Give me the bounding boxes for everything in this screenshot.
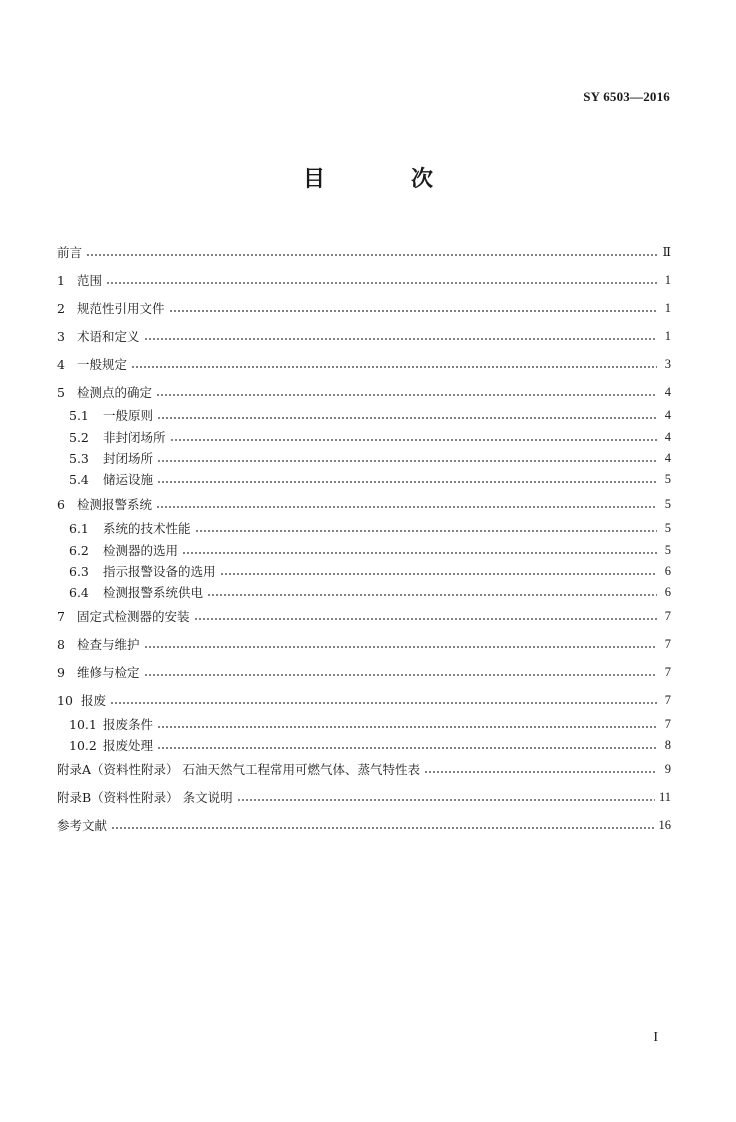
toc-entry-page: 9 bbox=[664, 761, 671, 776]
toc-entry-page: 4 bbox=[664, 407, 671, 422]
toc-entry-number: 3 bbox=[57, 328, 65, 344]
toc-entry-page: 7 bbox=[664, 716, 671, 731]
toc-entry[interactable] bbox=[57, 298, 671, 318]
toc-entry-page: 7 bbox=[664, 692, 671, 707]
toc-entry-page: 6 bbox=[664, 563, 671, 578]
toc-entry-number: 6 bbox=[57, 496, 65, 512]
toc-entry[interactable] bbox=[57, 787, 671, 807]
toc-entry-label: 报废条件 bbox=[103, 717, 154, 732]
toc-entry-number: 10.1 bbox=[69, 716, 97, 732]
toc-entry[interactable] bbox=[57, 759, 671, 779]
dot-leader bbox=[144, 667, 657, 677]
dot-leader bbox=[157, 719, 657, 729]
toc-entry[interactable] bbox=[57, 326, 671, 346]
dot-leader bbox=[170, 432, 657, 442]
toc-entry-page: 4 bbox=[664, 384, 671, 399]
toc-entry-label: 前言 bbox=[57, 245, 83, 260]
toc-entry-number: 6.3 bbox=[69, 563, 89, 579]
toc-entry-label: 检测报警系统 bbox=[77, 497, 153, 512]
toc-entry-label: 系统的技术性能 bbox=[103, 521, 191, 536]
toc-entry-page: 8 bbox=[664, 737, 671, 752]
toc-entry-number: 5.4 bbox=[69, 471, 89, 487]
toc-entry-label: 规范性引用文件 bbox=[77, 301, 165, 316]
toc-entry-page: 5 bbox=[664, 496, 671, 511]
toc-entry-page: 5 bbox=[664, 520, 671, 535]
toc-entry[interactable] bbox=[69, 405, 671, 425]
toc-entry-label: 报废处理 bbox=[103, 738, 154, 753]
dot-leader bbox=[424, 764, 657, 774]
toc-entry-label: 固定式检测器的安装 bbox=[77, 609, 190, 624]
toc-entry-label: 一般原则 bbox=[103, 408, 154, 423]
toc-entry-number: 9 bbox=[57, 664, 65, 680]
toc-entry[interactable] bbox=[69, 448, 671, 468]
toc-title: 目 次 bbox=[302, 166, 465, 192]
toc-entry-label: 储运设施 bbox=[103, 472, 154, 487]
toc-entry[interactable] bbox=[69, 540, 671, 560]
toc-entry[interactable] bbox=[57, 662, 671, 682]
toc-entry-label: 指示报警设备的选用 bbox=[103, 564, 216, 579]
toc-entry[interactable] bbox=[57, 242, 671, 262]
toc-entry-number: 7 bbox=[57, 608, 65, 624]
toc-entry[interactable] bbox=[57, 634, 671, 654]
toc-entry[interactable] bbox=[57, 354, 671, 374]
toc-entry-label: 报废 bbox=[81, 693, 107, 708]
toc-entry-number: 4 bbox=[57, 356, 65, 372]
toc-entry-number: 5 bbox=[57, 384, 65, 400]
toc-entry-page: 5 bbox=[664, 542, 671, 557]
toc-entry-number: 10.2 bbox=[69, 737, 97, 753]
toc-entry-label: 封闭场所 bbox=[103, 451, 154, 466]
toc-entry[interactable] bbox=[57, 606, 671, 626]
toc-entry-label: 检测器的选用 bbox=[103, 543, 179, 558]
toc-entry-number: 10 bbox=[57, 692, 73, 708]
toc-entry-label: 一般规定 bbox=[77, 357, 128, 372]
dot-leader bbox=[207, 587, 657, 597]
dot-leader bbox=[169, 303, 657, 313]
dot-leader bbox=[182, 545, 657, 555]
dot-leader bbox=[220, 566, 657, 576]
toc-entry-label: 维修与检定 bbox=[77, 665, 140, 680]
toc-entry-number: 5.3 bbox=[69, 450, 89, 466]
toc-entry-label: 检测点的确定 bbox=[77, 385, 153, 400]
toc-entry[interactable] bbox=[69, 735, 671, 755]
toc-entry[interactable] bbox=[69, 518, 671, 538]
toc-entry-label: 术语和定义 bbox=[77, 329, 140, 344]
standard-code: SY 6503—2016 bbox=[583, 89, 670, 104]
toc-entry[interactable] bbox=[69, 469, 671, 489]
toc-entry-page: 6 bbox=[664, 584, 671, 599]
toc-entry-number: 6.1 bbox=[69, 520, 89, 536]
toc-entry-page: 7 bbox=[664, 608, 671, 623]
dot-leader bbox=[156, 387, 657, 397]
toc-entry-page: 11 bbox=[658, 789, 671, 804]
toc-entry[interactable] bbox=[57, 815, 671, 835]
toc-entry-label: 附录B（资料性附录） 条文说明 bbox=[57, 790, 233, 805]
toc-entry-page: 16 bbox=[658, 817, 671, 832]
toc-entry-page: 7 bbox=[664, 636, 671, 651]
toc-entry-page: 5 bbox=[664, 471, 671, 486]
toc-entry-page: Ⅱ bbox=[662, 245, 671, 259]
dot-leader bbox=[144, 331, 657, 341]
toc-entry[interactable] bbox=[69, 561, 671, 581]
toc-entry-page: 1 bbox=[664, 328, 671, 343]
dot-leader bbox=[111, 820, 654, 830]
dot-leader bbox=[195, 523, 657, 533]
dot-leader bbox=[157, 453, 657, 463]
page-number: I bbox=[653, 1030, 658, 1045]
toc-entry[interactable] bbox=[57, 494, 671, 514]
toc-entry[interactable] bbox=[69, 714, 671, 734]
dot-leader bbox=[110, 695, 657, 705]
dot-leader bbox=[237, 792, 655, 802]
dot-leader bbox=[157, 474, 657, 484]
dot-leader bbox=[106, 275, 657, 285]
toc-entry-label: 非封闭场所 bbox=[103, 430, 166, 445]
dot-leader bbox=[86, 247, 657, 257]
dot-leader bbox=[144, 639, 657, 649]
toc-entry-label: 附录A（资料性附录） 石油天然气工程常用可燃气体、蒸气特性表 bbox=[57, 762, 421, 777]
toc-entry-page: 4 bbox=[664, 450, 671, 465]
dot-leader bbox=[157, 410, 657, 420]
toc-entry-page: 3 bbox=[664, 356, 671, 371]
dot-leader bbox=[194, 611, 657, 621]
toc-entry-label: 范围 bbox=[77, 273, 103, 288]
toc-entry-page: 7 bbox=[664, 664, 671, 679]
toc-entry-label: 检测报警系统供电 bbox=[103, 585, 204, 600]
toc-entry-number: 2 bbox=[57, 300, 65, 316]
toc-entry-page: 1 bbox=[664, 300, 671, 315]
toc-entry-number: 5.2 bbox=[69, 429, 89, 445]
toc-entry-page: 4 bbox=[664, 429, 671, 444]
dot-leader bbox=[131, 359, 657, 369]
toc-entry-page: 1 bbox=[664, 272, 671, 287]
toc-entry[interactable] bbox=[57, 690, 671, 710]
toc-entry-number: 5.1 bbox=[69, 407, 89, 423]
toc-entry-label: 检查与维护 bbox=[77, 637, 140, 652]
dot-leader bbox=[156, 499, 657, 509]
dot-leader bbox=[157, 740, 657, 750]
toc-entry[interactable] bbox=[57, 270, 671, 290]
toc-entry-number: 1 bbox=[57, 272, 65, 288]
toc-entry[interactable] bbox=[69, 582, 671, 602]
toc-entry-number: 6.2 bbox=[69, 542, 89, 558]
toc-entry-number: 6.4 bbox=[69, 584, 89, 600]
toc-entry-number: 8 bbox=[57, 636, 65, 652]
toc-entry[interactable] bbox=[57, 382, 671, 402]
toc-entry-label: 参考文献 bbox=[57, 818, 108, 833]
toc-entry[interactable] bbox=[69, 427, 671, 447]
